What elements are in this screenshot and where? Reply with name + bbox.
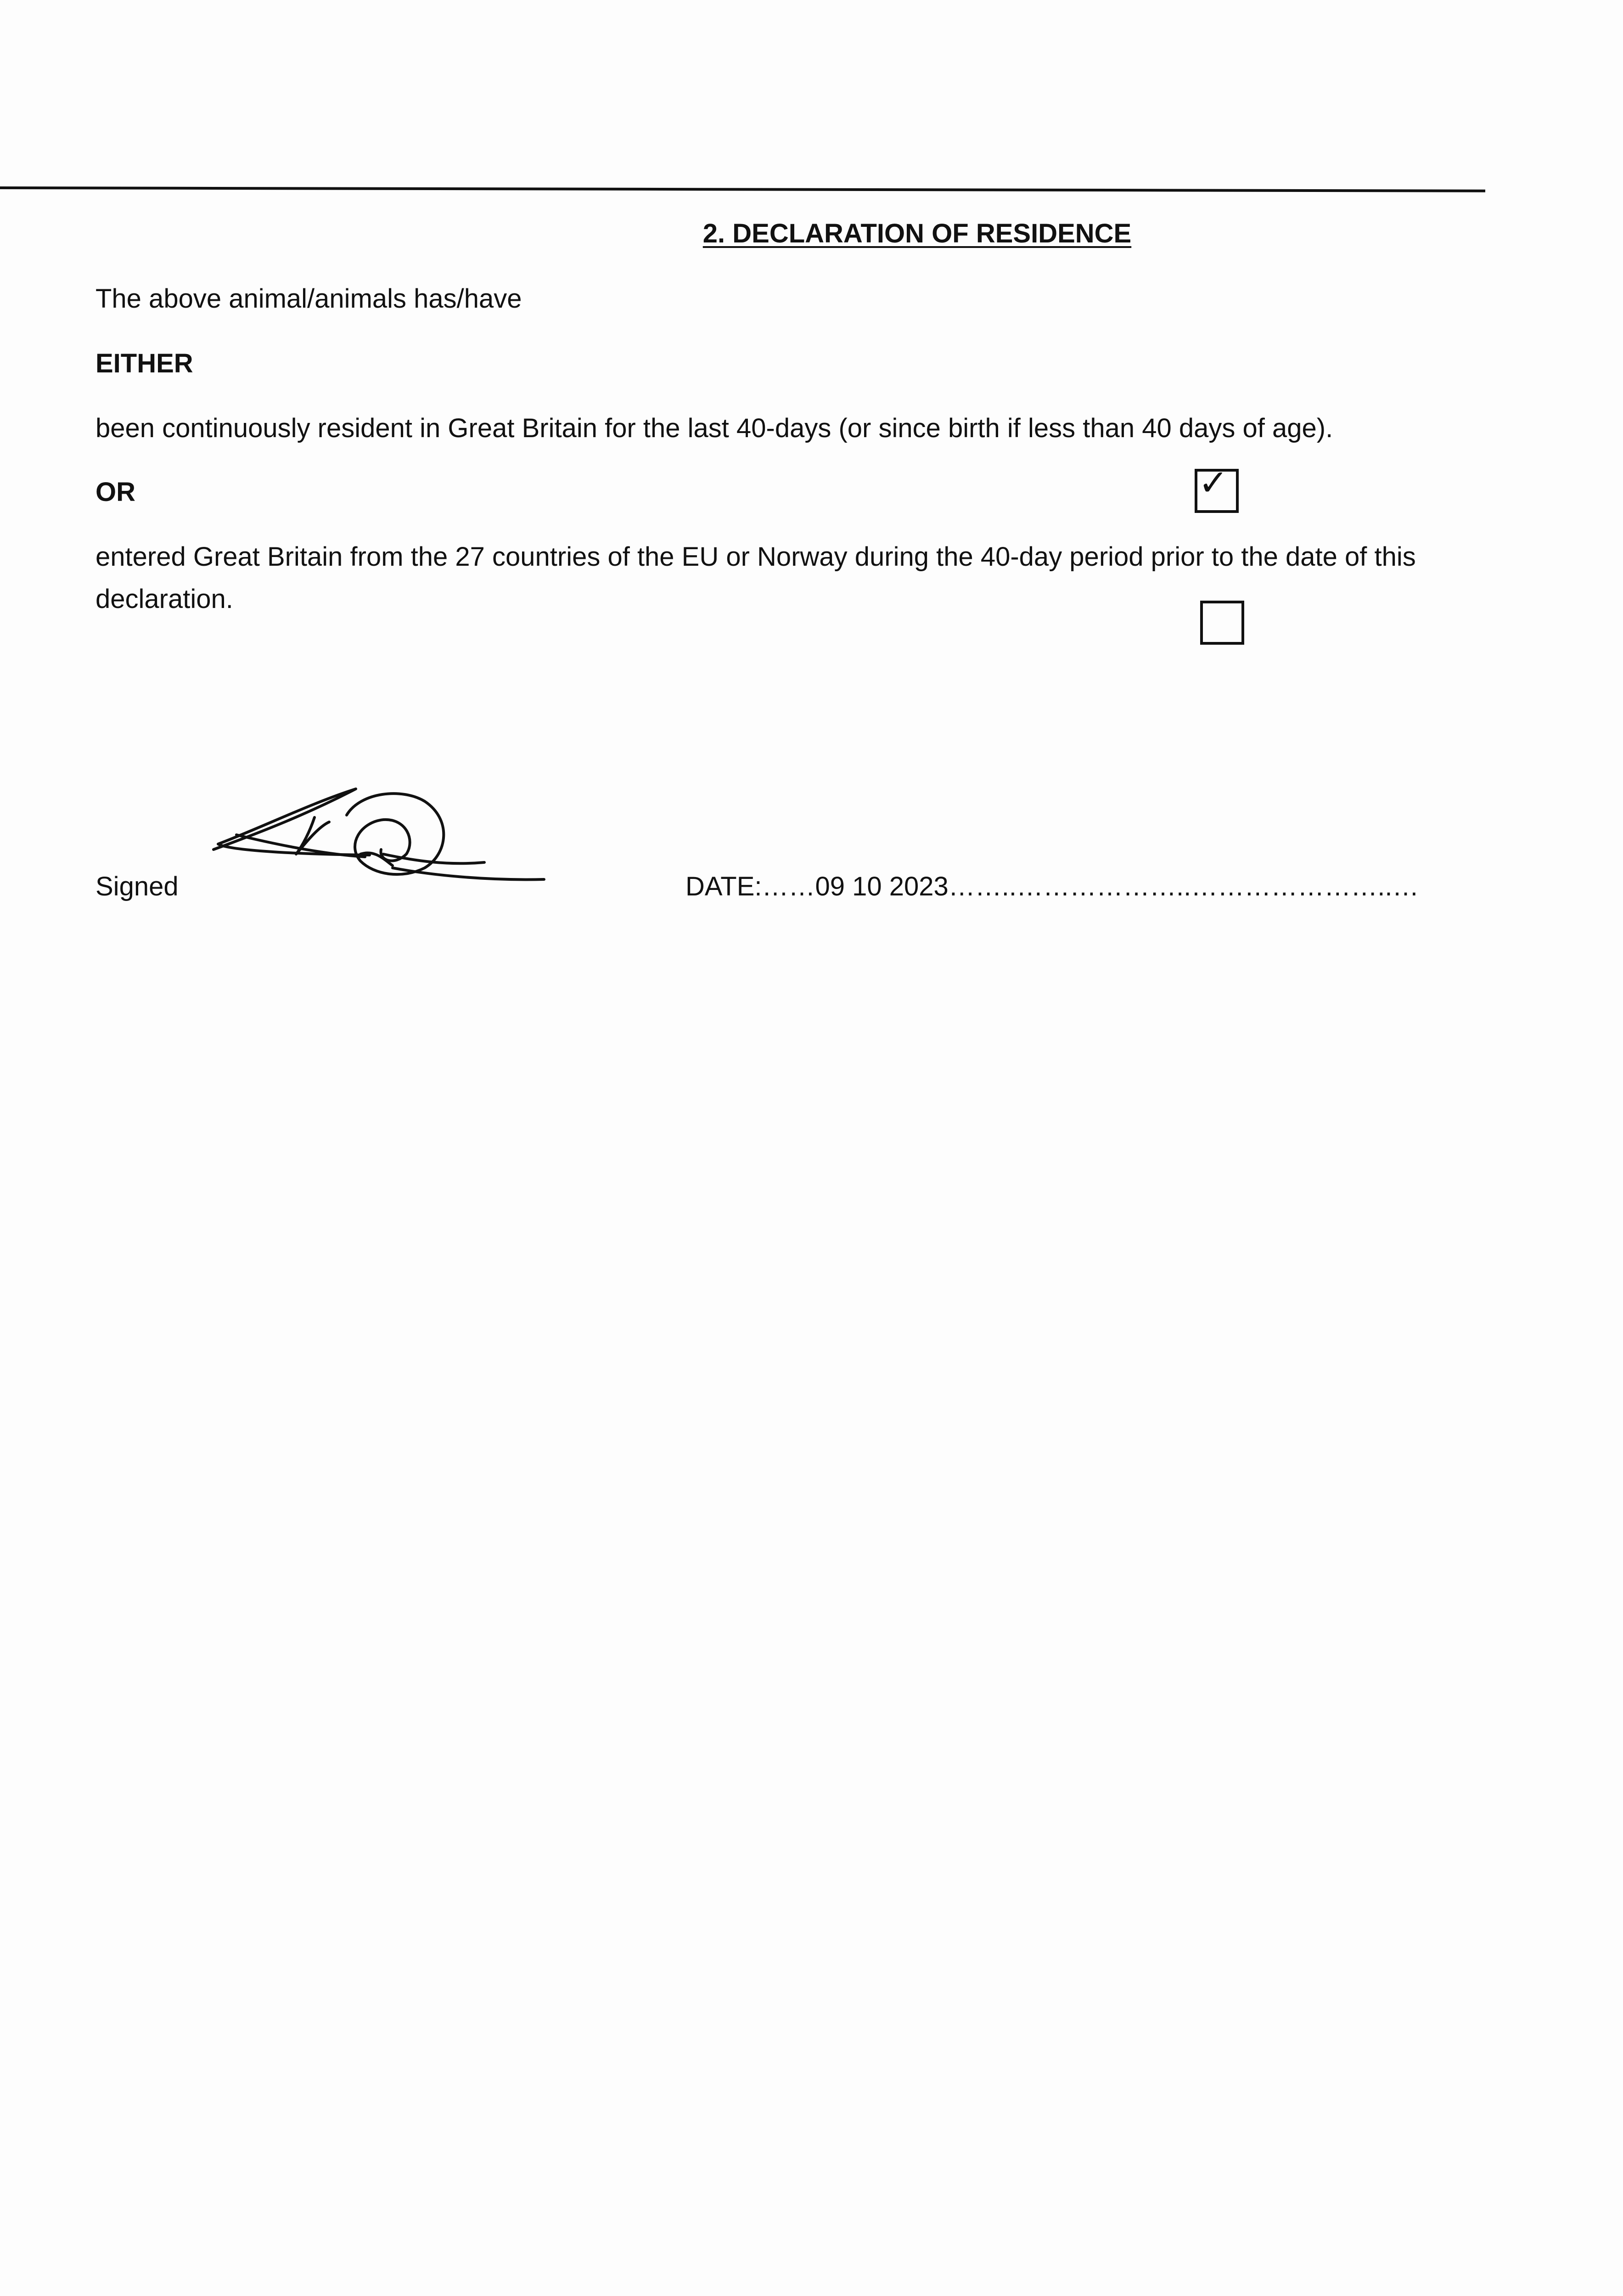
option-1-checkbox[interactable] — [1195, 462, 1239, 513]
section-heading — [0, 220, 1623, 247]
option-2-text: entered Great Britain from the 27 countries of the EU or Norway during the 40-day period prior to the date of this declaration. — [95, 542, 1416, 614]
signed-label: Signed — [95, 872, 179, 901]
signature-image — [209, 776, 558, 900]
or-label: OR — [95, 477, 135, 507]
checkmark-icon: ✓ — [1198, 462, 1229, 504]
either-label: EITHER — [95, 349, 193, 378]
top-rule — [0, 186, 1485, 192]
option-1-text: been continuously resident in Great Britain for the last 40-days (or since birth if less than 40 days of age). — [95, 413, 1333, 443]
date-line: DATE:……09 10 2023……..………………..…………………..… — [685, 872, 1419, 901]
option-2-checkbox[interactable] — [1200, 601, 1244, 645]
section-heading-text: 2. DECLARATION OF RESIDENCE — [702, 219, 1132, 248]
intro-text: The above animal/animals has/have — [95, 284, 522, 314]
